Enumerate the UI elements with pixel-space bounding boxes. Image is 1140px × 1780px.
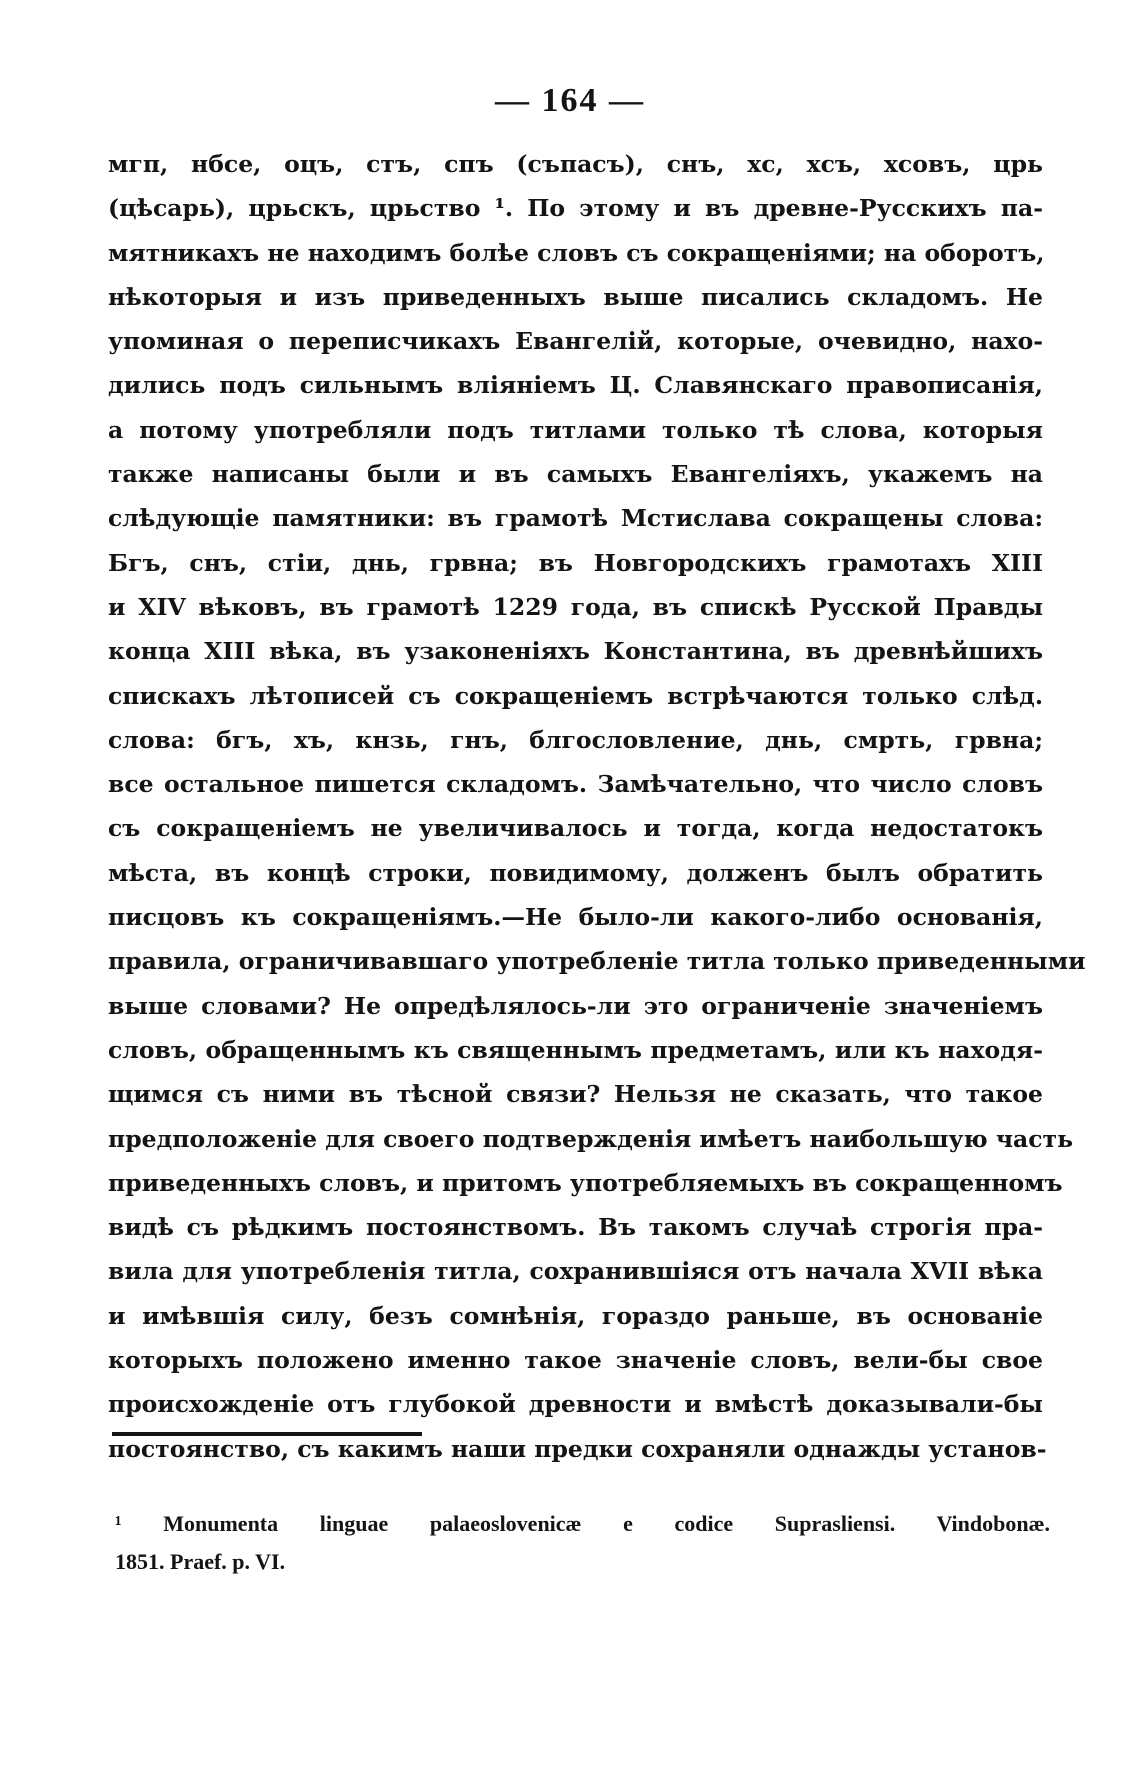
text-line: щимся съ ними въ тѣсной связи? Нельзя не сказать, что такое bbox=[108, 1080, 1043, 1109]
text-line: слова: бгъ, хъ, кнзь, гнъ, блгословление, днь, смрть, грвна; bbox=[108, 725, 1043, 754]
text-line: видѣ съ рѣдкимъ постоянствомъ. Въ такомъ случаѣ строгія пра- bbox=[108, 1213, 1043, 1242]
text-line: приведенныхъ словъ, и притомъ употребляемыхъ въ сокращенномъ bbox=[108, 1168, 1063, 1197]
footnote-line: ¹ Monumenta linguae palaeoslovenicæ e codice Suprasliensi. Vindobonæ. bbox=[115, 1511, 1050, 1536]
text-line: выше словами? Не опредѣлялось-ли это ограниченіе значеніемъ bbox=[108, 991, 1043, 1020]
text-line: мгп, нбсе, оцъ, стъ, спъ (съпасъ), снъ, хс, хсъ, хсовъ, црь bbox=[108, 150, 1043, 178]
text-line: (цѣсарь), црьскъ, црьство ¹. По этому и въ древне-Русскихъ па- bbox=[108, 194, 1043, 223]
text-line: происхожденіе отъ глубокой древности и вмѣстѣ доказывали-бы bbox=[108, 1390, 1043, 1419]
text-line: и XIV вѣковъ, въ грамотѣ 1229 года, въ спискѣ Русской Правды bbox=[108, 592, 1043, 621]
text-line: а потому употребляли подъ титлами только тѣ слова, которыя bbox=[108, 415, 1043, 444]
text-line: мятникахъ не находимъ болѣе словъ съ сокращеніями; на оборотъ, bbox=[108, 238, 1045, 267]
text-line: словъ, обращеннымъ къ священнымъ предметамъ, или къ находя- bbox=[108, 1035, 1043, 1064]
page-number: — 164 — bbox=[495, 82, 645, 119]
footnote-divider bbox=[112, 1432, 422, 1436]
text-line: конца XIII вѣка, въ узаконеніяхъ Константина, въ древнѣйшихъ bbox=[108, 637, 1043, 666]
text-line: слѣдующіе памятники: въ грамотѣ Мстислава сокращены слова: bbox=[108, 504, 1043, 533]
text-line: мѣста, въ концѣ строки, повидимому, долженъ былъ обратить bbox=[108, 858, 1043, 887]
text-line: предположеніе для своего подтвержденія имѣетъ наибольшую часть bbox=[108, 1124, 1074, 1153]
text-line: Бгъ, снъ, стіи, днь, грвна; въ Новгородскихъ грамотахъ XIII bbox=[108, 548, 1043, 577]
footnote-line: 1851. Praef. p. VI. bbox=[115, 1549, 286, 1574]
text-line: также написаны были и въ самыхъ Евангеліяхъ, укажемъ на bbox=[108, 460, 1043, 489]
text-line: нѣкоторыя и изъ приведенныхъ выше писались складомъ. Не bbox=[108, 282, 1043, 311]
text-line: и имѣвшія силу, безъ сомнѣнія, гораздо раньше, въ основаніе bbox=[108, 1301, 1043, 1330]
body-text bbox=[108, 142, 1086, 1471]
text-line: все остальное пишется складомъ. Замѣчательно, что число словъ bbox=[108, 770, 1043, 799]
text-line: упоминая о переписчикахъ Евангелій, которые, очевидно, нахо- bbox=[108, 327, 1043, 356]
footnote bbox=[115, 1505, 1050, 1581]
text-line: писцовъ къ сокращеніямъ.—Не было-ли какого-либо основанія, bbox=[108, 903, 1043, 932]
text-line: съ сокращеніемъ не увеличивалось и тогда, когда недостатокъ bbox=[108, 814, 1043, 843]
text-line: которыхъ положено именно такое значеніе словъ, вели-бы свое bbox=[108, 1346, 1043, 1375]
text-line: вила для употребленія титла, сохранившіяся отъ начала XVII вѣка bbox=[108, 1257, 1043, 1286]
text-line: спискахъ лѣтописей съ сокращеніемъ встрѣчаются только слѣд. bbox=[108, 681, 1043, 710]
text-line: правила, ограничивавшаго употребленіе титла только приведенными bbox=[108, 947, 1086, 976]
text-line: дились подъ сильнымъ вліяніемъ Ц. Славянскаго правописанія, bbox=[108, 371, 1043, 400]
text-line: постоянство, съ какимъ наши предки сохраняли однажды установ- bbox=[108, 1434, 1047, 1463]
